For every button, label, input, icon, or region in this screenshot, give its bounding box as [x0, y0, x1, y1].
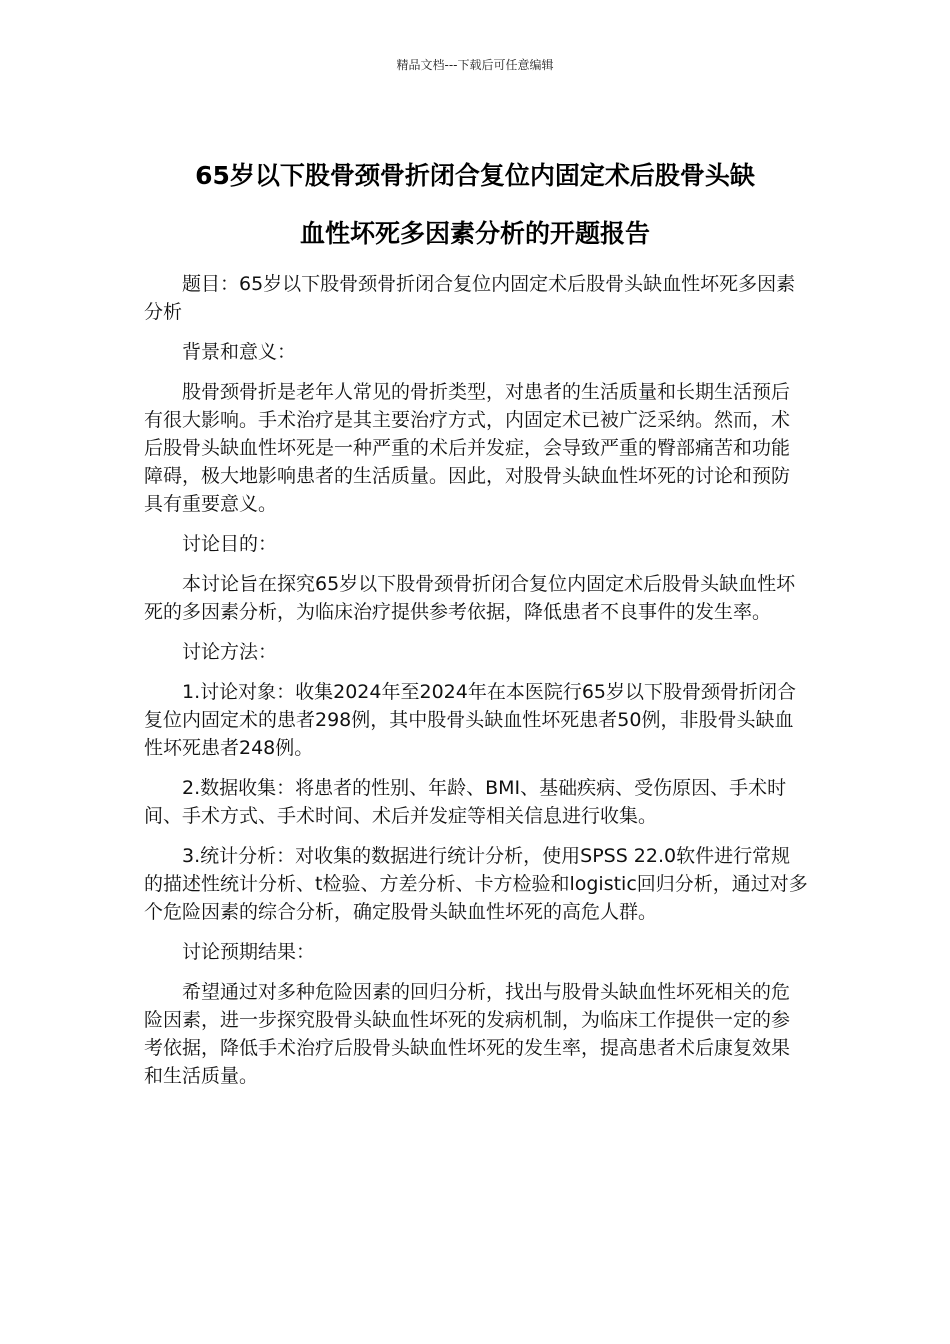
document-title	[130, 147, 820, 263]
document-title-line-2: 血性坏死多因素分析的开题报告	[299, 218, 650, 248]
paragraph-topic: 题目：65岁以下股骨颈骨折闭合复位内固定术后股骨头缺血性坏死多因素分析	[144, 273, 796, 323]
paragraph-method-data-collection: 2.数据收集：将患者的性别、年龄、BMI、基础疾病、受伤原因、手术时间、手术方式、手术时间、术后并发症等相关信息进行收集。	[144, 777, 787, 827]
paragraph-background: 股骨颈骨折是老年人常见的骨折类型，对患者的生活质量和长期生活预后有很大影响。手术治疗是其主要治疗方式，内固定术已被广泛采纳。然而，术后股骨头缺血性坏死是一种严重的术后并发症，会导致严重的臀部痛苦和功能障碍，极大地影响患者的生活质量。因此，对股骨头缺血性坏死的讨论和预防具有重要意义。	[144, 381, 791, 515]
document-body	[144, 270, 808, 1102]
paragraph-purpose: 本讨论旨在探究65岁以下股骨颈骨折闭合复位内固定术后股骨头缺血性坏死的多因素分析，为临床治疗提供参考依据，降低患者不良事件的发生率。	[144, 573, 796, 623]
paragraph-method-subjects: 1.讨论对象：收集2024年至2024年在本医院行65岁以下股骨颈骨折闭合复位内固定术的患者298例，其中股骨头缺血性坏死患者50例，非股骨头缺血性坏死患者248例。	[144, 681, 797, 759]
page-header: 精品文档---下载后可任意编辑	[396, 58, 554, 72]
section-heading-purpose: 讨论目的：	[182, 533, 278, 555]
document-title-line-1: 65岁以下股骨颈骨折闭合复位内固定术后股骨头缺	[195, 160, 755, 190]
paragraph-method-statistics: 3.统计分析：对收集的数据进行统计分析，使用SPSS 22.0软件进行常规的描述性统计分析、t检验、方差分析、卡方检验和logistic回归分析，通过对多个危险因素的综合分析，确定股骨头缺血性坏死的高危人群。	[144, 845, 808, 923]
section-heading-expected-results: 讨论预期结果：	[182, 941, 316, 963]
section-heading-background: 背景和意义：	[182, 341, 297, 363]
section-heading-methods: 讨论方法：	[182, 641, 278, 663]
paragraph-expected-results: 希望通过对多种危险因素的回归分析，找出与股骨头缺血性坏死相关的危险因素，进一步探究股骨头缺血性坏死的发病机制，为临床工作提供一定的参考依据，降低手术治疗后股骨头缺血性坏死的发生率，提高患者术后康复效果和生活质量。	[144, 981, 791, 1087]
